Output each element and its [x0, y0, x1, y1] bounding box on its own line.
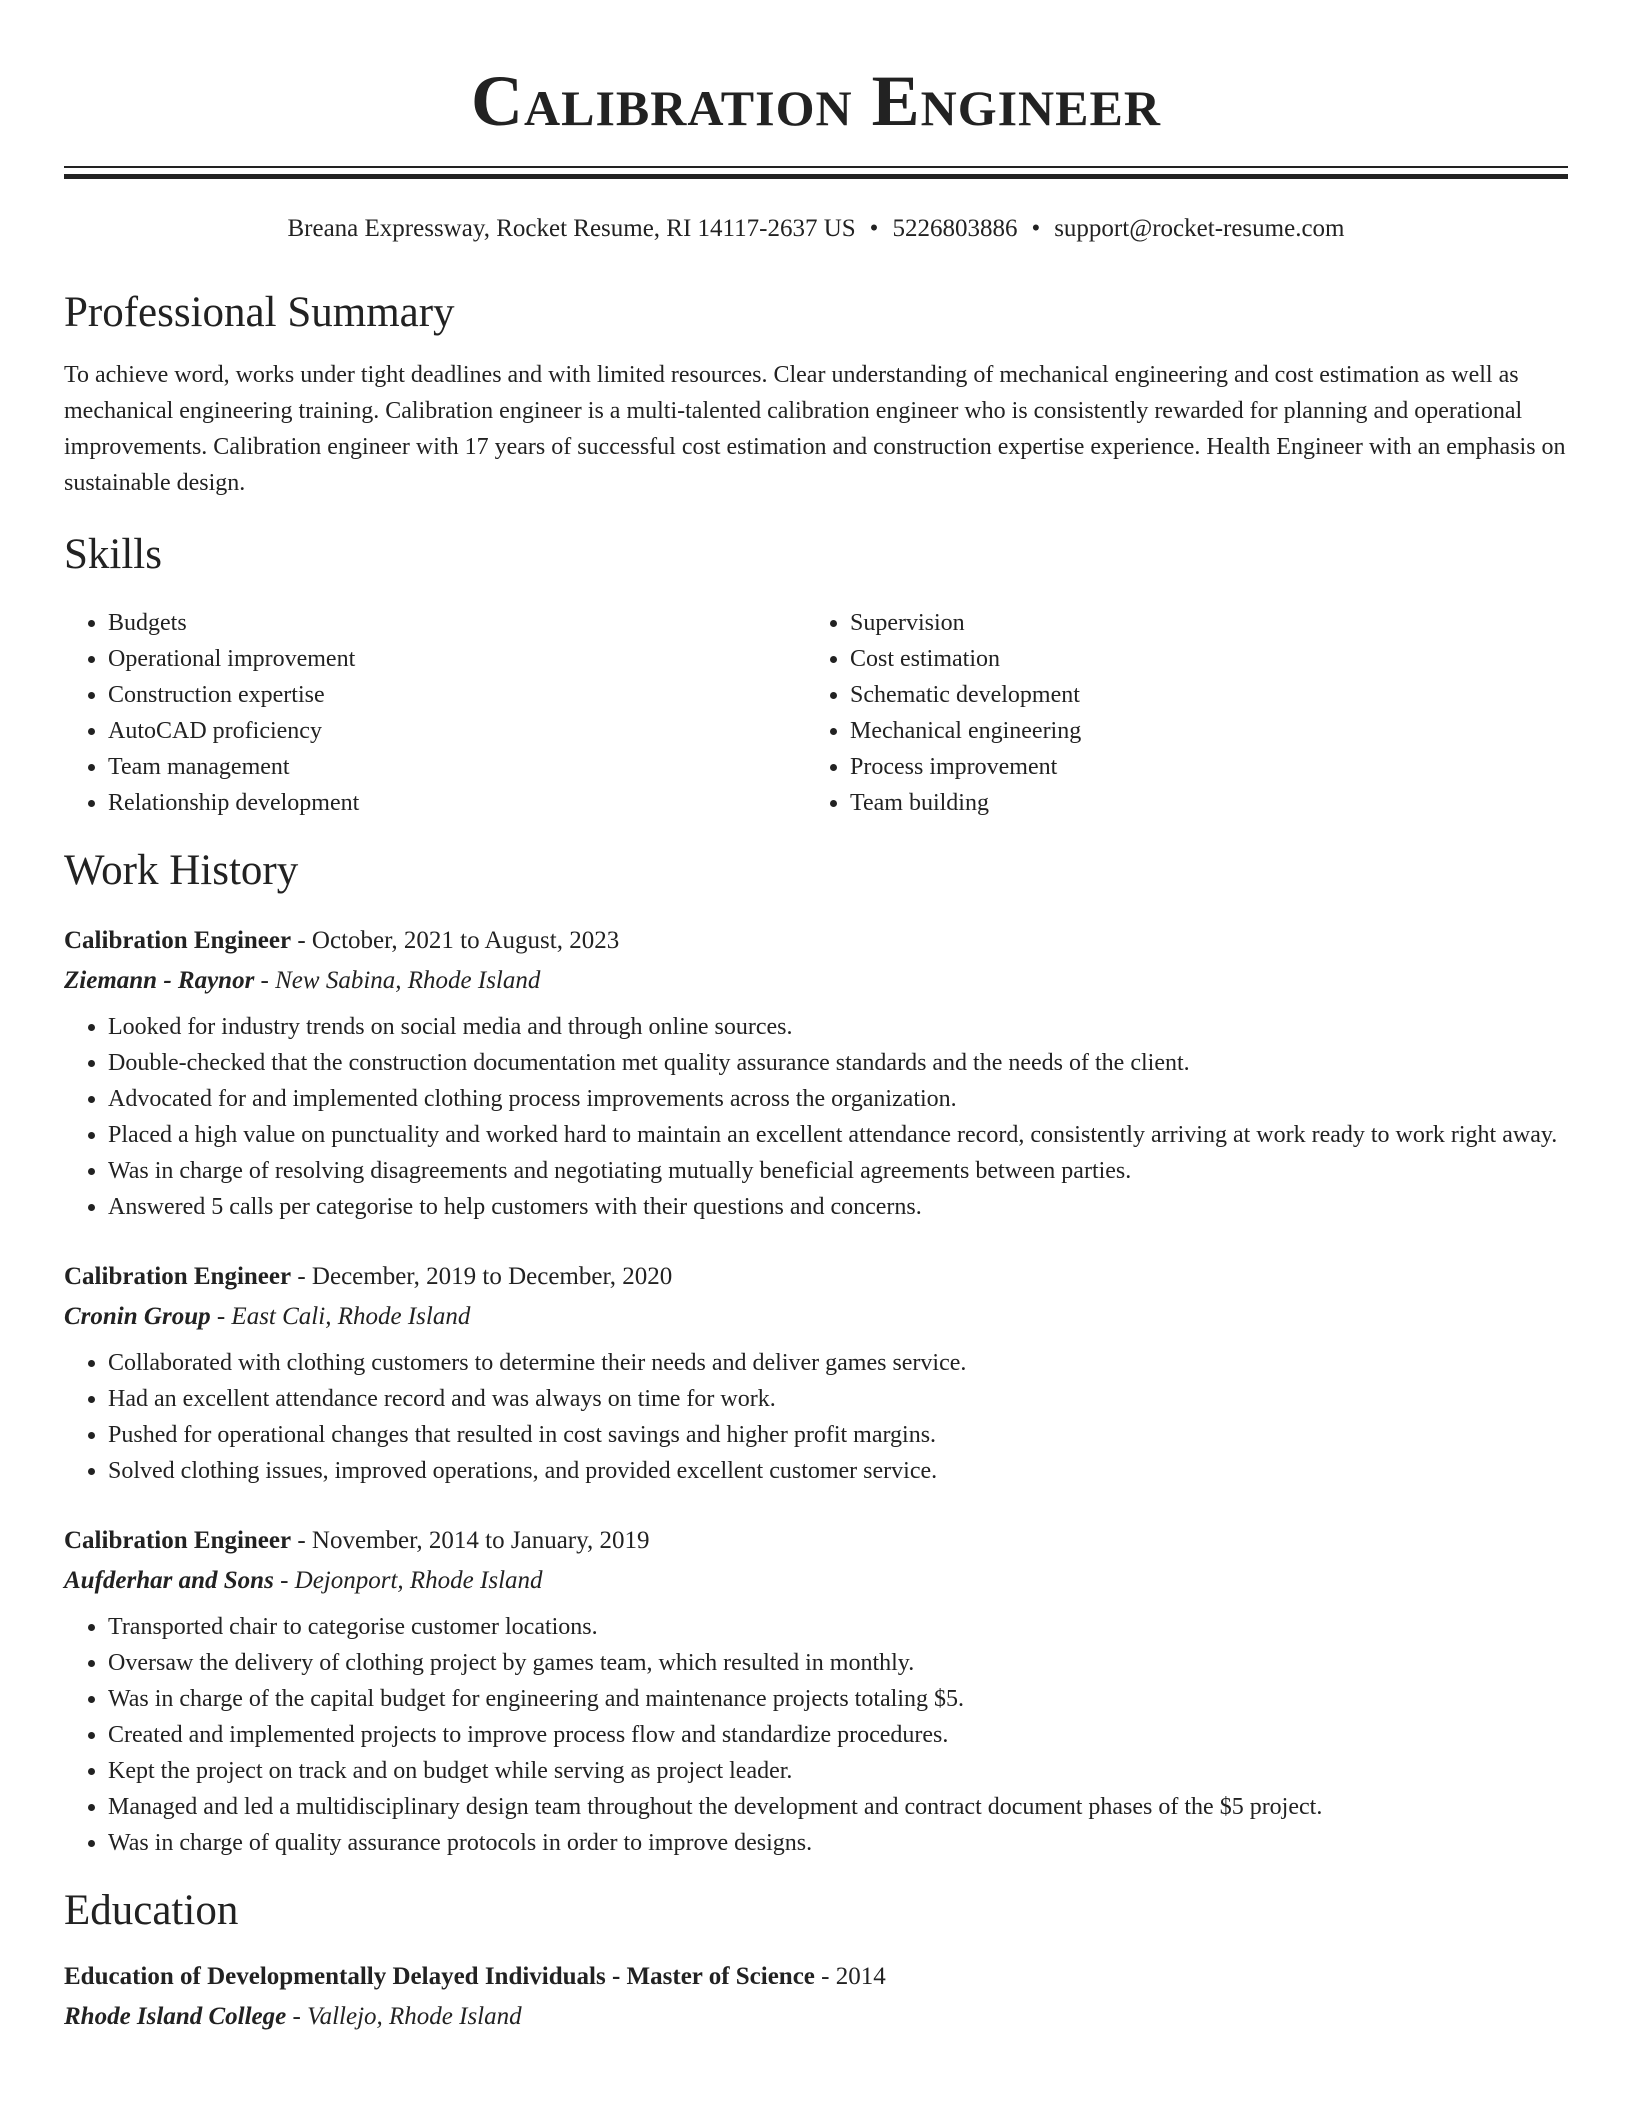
contact-separator: •	[1031, 215, 1041, 242]
skill-item: • Cost estimation	[850, 641, 1548, 677]
job-entry	[64, 1521, 1568, 1861]
education-entry	[64, 1957, 1568, 2037]
job-bullet: • Answered 5 calls per categorise to help customers with their questions and concerns.	[108, 1189, 1568, 1225]
job-employer	[64, 1297, 1568, 1337]
skills-list	[64, 605, 1568, 821]
job-company: Ziemann - Raynor	[64, 967, 255, 994]
job-bullet: • Was in charge of quality assurance protocols in order to improve designs.	[108, 1825, 1568, 1861]
job-bullets	[64, 1345, 1568, 1489]
job-bullets	[64, 1009, 1568, 1225]
job-location: - East Cali, Rhode Island	[210, 1303, 471, 1330]
job-bullet: • Double-checked that the construction documentation met quality assurance standards and the needs of the client.	[108, 1045, 1568, 1081]
section-title-education: Education	[64, 1887, 239, 1934]
education-degree: Education of Developmentally Delayed Individuals - Master of Science	[64, 1963, 815, 1990]
skill-item: • Team building	[850, 785, 1548, 821]
job-bullet: • Kept the project on track and on budget while serving as project leader.	[108, 1753, 1568, 1789]
job-dates: - December, 2019 to December, 2020	[291, 1263, 673, 1290]
skills-column-right	[806, 605, 1548, 821]
skill-item: • Operational improvement	[108, 641, 806, 677]
contact-separator: •	[869, 215, 879, 242]
skill-item: • Team management	[108, 749, 806, 785]
job-bullet: • Oversaw the delivery of clothing project by games team, which resulted in monthly.	[108, 1645, 1568, 1681]
job-bullet: • Was in charge of resolving disagreements and negotiating mutually beneficial agreements between parties.	[108, 1153, 1568, 1189]
resume-name: Calibration Engineer	[471, 61, 1161, 141]
job-bullet: • Transported chair to categorise customer locations.	[108, 1609, 1568, 1645]
job-dates: - October, 2021 to August, 2023	[291, 927, 620, 954]
skill-item: • Process improvement	[850, 749, 1548, 785]
skill-item: • Relationship development	[108, 785, 806, 821]
job-bullet: • Placed a high value on punctuality and worked hard to maintain an excellent attendance record, consistently arriving at work ready to work right away.	[108, 1117, 1568, 1153]
job-title: Calibration Engineer	[64, 1263, 292, 1290]
job-bullet: • Had an excellent attendance record and was always on time for work.	[108, 1381, 1568, 1417]
job-bullet: • Solved clothing issues, improved operations, and provided excellent customer service.	[108, 1453, 1568, 1489]
header-rule-thin	[64, 166, 1568, 168]
job-entry	[64, 1257, 1568, 1489]
job-heading	[64, 1521, 1568, 1561]
job-bullets	[64, 1609, 1568, 1861]
contact-phone: 5226803886	[892, 215, 1018, 242]
skill-item: • AutoCAD proficiency	[108, 713, 806, 749]
job-title: Calibration Engineer	[64, 927, 292, 954]
job-dates: - November, 2014 to January, 2019	[291, 1527, 650, 1554]
job-bullet: • Pushed for operational changes that resulted in cost savings and higher profit margins.	[108, 1417, 1568, 1453]
job-heading	[64, 1257, 1568, 1297]
skills-column-left	[64, 605, 806, 821]
job-employer	[64, 1561, 1568, 1601]
skill-item: • Construction expertise	[108, 677, 806, 713]
job-bullet: • Created and implemented projects to improve process flow and standardize procedures.	[108, 1717, 1568, 1753]
education-location: - Vallejo, Rhode Island	[286, 2003, 522, 2030]
education-school: Rhode Island College	[64, 2003, 287, 2030]
contact-line	[64, 213, 1568, 245]
job-bullet: • Looked for industry trends on social media and through online sources.	[108, 1009, 1568, 1045]
job-title: Calibration Engineer	[64, 1527, 292, 1554]
job-bullet: • Advocated for and implemented clothing process improvements across the organization.	[108, 1081, 1568, 1117]
job-entry	[64, 921, 1568, 1225]
job-company: Cronin Group	[64, 1303, 211, 1330]
section-title-summary: Professional Summary	[64, 289, 455, 336]
skill-item: • Budgets	[108, 605, 806, 641]
job-location: - Dejonport, Rhode Island	[273, 1567, 543, 1594]
header-rule-thick	[64, 174, 1568, 179]
job-heading	[64, 921, 1568, 961]
job-bullet: • Collaborated with clothing customers to determine their needs and deliver games service.	[108, 1345, 1568, 1381]
skill-item: • Mechanical engineering	[850, 713, 1548, 749]
education-heading	[64, 1957, 1568, 1997]
education-year: - 2014	[814, 1963, 886, 1990]
contact-email: support@rocket-resume.com	[1054, 215, 1345, 242]
section-title-skills: Skills	[64, 531, 162, 578]
section-title-work-history: Work History	[64, 847, 299, 894]
education-institution	[64, 1997, 1568, 2037]
skill-item: • Supervision	[850, 605, 1548, 641]
job-location: - New Sabina, Rhode Island	[254, 967, 541, 994]
job-company: Aufderhar and Sons	[64, 1567, 274, 1594]
job-bullet: • Was in charge of the capital budget for engineering and maintenance projects totaling $5.	[108, 1681, 1568, 1717]
job-employer	[64, 961, 1568, 1001]
skill-item: • Schematic development	[850, 677, 1548, 713]
summary-text: To achieve word, works under tight deadlines and with limited resources. Clear understanding of mechanical engineering and cost estimation as well as mechanical engineering training. Calibration engineer is a multi-talented calibration engineer who is consistently rewarded for planning and operational improvements. Calibration engineer with 17 years of successful cost estimation and construction expertise experience. Health Engineer with an emphasis on sustainable design.	[64, 362, 1566, 496]
job-bullet: • Managed and led a multidisciplinary design team throughout the development and contract document phases of the $5 project.	[108, 1789, 1568, 1825]
contact-address: Breana Expressway, Rocket Resume, RI 14117-2637 US	[287, 215, 856, 242]
